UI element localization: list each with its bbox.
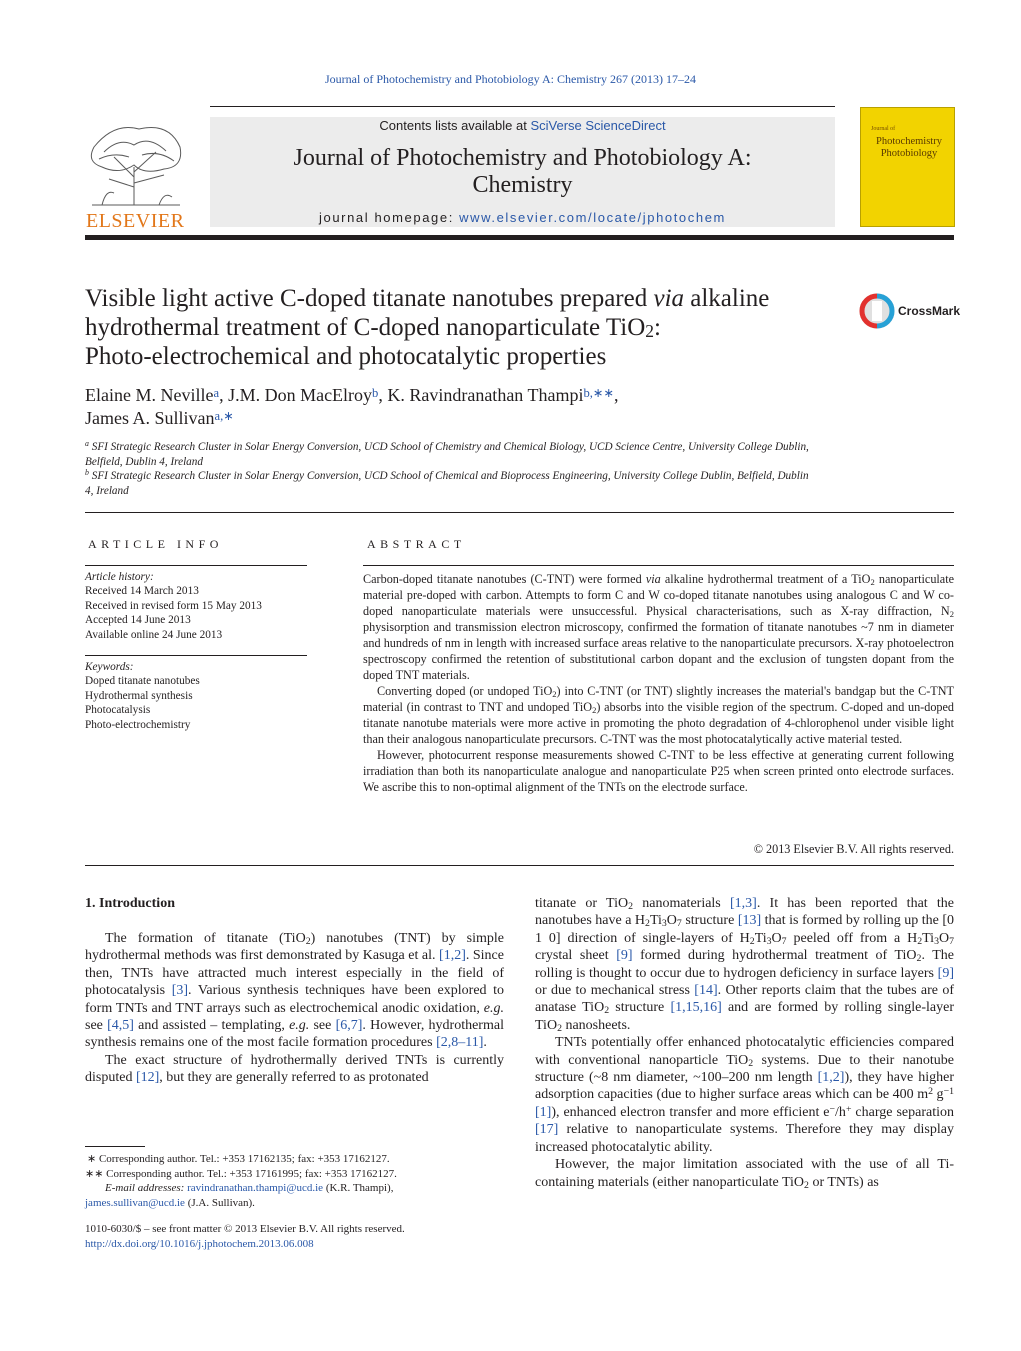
history-revised: Received in revised form 15 May 2013 bbox=[85, 599, 262, 612]
abstract-bottom-rule bbox=[85, 865, 954, 866]
body-paragraph: The exact structure of hydrothermally derived TNTs is currently disputed [12], but they are generally referred to as protonated bbox=[85, 1052, 504, 1086]
elsevier-logo-text: ELSEVIER bbox=[86, 210, 185, 232]
author-sep: , bbox=[378, 385, 388, 405]
author-mark[interactable]: b,∗∗ bbox=[583, 386, 615, 400]
contents-prefix: Contents lists available at bbox=[379, 118, 531, 133]
abstract-copyright: © 2013 Elsevier B.V. All rights reserved. bbox=[753, 842, 954, 856]
footnotes bbox=[85, 1152, 405, 1251]
citation-link[interactable]: [3] bbox=[171, 983, 189, 999]
doi-line bbox=[85, 1237, 405, 1252]
history-online: Available online 24 June 2013 bbox=[85, 628, 223, 641]
citation-link[interactable]: [1,3] bbox=[729, 896, 757, 911]
history-accepted: Accepted 14 June 2013 bbox=[85, 614, 191, 627]
body-paragraph: titanate or TiO$_2$ nanomaterials [1,3]. It has been reported that the nanotubes have a $H_2Ti_3O_7$ structure [13] that is formed by rolling up the [0 1 0] direction of single-layers of $H_2Ti_3O_7$ peeled off from a $H_2Ti_3O_7$ crystal sheet [9] formed during hydrothermal treatment of TiO$_2$. The rolling is thought to occur due to hydrogen deficiency in surface layers [9] or due to mechanical stress [14]. Other reports claim that the tubes are of anatase TiO$_2$ structure [1,15,16] and are formed by rolling single-layer TiO$_2$ nanosheets. bbox=[535, 896, 955, 1034]
affiliation-mark: b bbox=[85, 468, 89, 477]
homepage-link[interactable]: www.elsevier.com/locate/jphotochem bbox=[459, 210, 726, 225]
affiliation-text: SFI Strategic Research Cluster in Solar Energy Conversion, UCD School of Chemical and Bioprocess Engineering, University College Dublin, Belfield, Dublin bbox=[91, 470, 809, 482]
abstract-paragraph: Carbon-doped titanate nanotubes (C-TNT) were formed via alkaline hydrothermal treatment of a TiO$_2$ nanoparticulate material pre-doped with carbon. Attempts to form C and W co-doped titanate nanotubes using analogous C and W co-doped nanoparticulate materials were unsuccessful. Physical characterisations, such as X-ray diffraction, $N_2$ physisorption and transmission electron microscopy, confirmed the formation of titanate nanotubes ~7 nm in diameter and hundreds of nm in length with increased surface areas relative to the nanoparticulate precursors. X-ray photoelectron spectroscopy confirmed the retention of substitutional carbon dopant and the exclusion of tungsten dopant from the doped TNT materials. bbox=[363, 572, 955, 682]
cover-small-text: Journal of bbox=[871, 126, 896, 132]
email-link-sullivan[interactable]: james.sullivan@ucd.ie bbox=[85, 1196, 185, 1209]
keywords bbox=[85, 660, 200, 732]
keywords-label: Keywords: bbox=[85, 661, 134, 673]
citation-link[interactable]: [13] bbox=[737, 913, 762, 929]
abstract-heading: ABSTRACT bbox=[367, 537, 466, 551]
elsevier-tree-logo bbox=[84, 117, 186, 209]
footnote-rule bbox=[85, 1146, 145, 1147]
citation-link[interactable]: [12] bbox=[135, 1070, 160, 1086]
crossmark-label[interactable]: CrossMark bbox=[898, 304, 961, 318]
history-label: Article history: bbox=[85, 571, 154, 583]
author-sep: , bbox=[614, 385, 619, 405]
body-paragraph: The formation of titanate (TiO$_2$) nanotubes (TNT) by simple hydrothermal methods was first demonstrated by Kasuga et al. [1,2]. Since then, TNTs have attracted much interest especially in the field of photocatalysis [3]. Various synthesis techniques have been explored to form TNTs and TNT arrays such as electrochemical anodic oxidation, e.g. see [4,5] and assisted – templating, e.g. see [6,7]. However, hydrothermal synthesis remains one of the most facile formation procedures [2,8–11]. bbox=[85, 931, 505, 1051]
affiliation-a bbox=[85, 440, 845, 455]
journal-title-line2: Chemistry bbox=[472, 172, 573, 198]
body-paragraph: However, the major limitation associated with the use of all Ti-containing materials (either nanoparticulate TiO$_2$ or TNTs) as bbox=[535, 1157, 954, 1191]
abstract-body bbox=[363, 571, 954, 795]
authors-line1 bbox=[85, 384, 885, 407]
introduction-heading: 1. Introduction bbox=[85, 896, 175, 911]
keywords-rule bbox=[85, 655, 307, 656]
author-name[interactable]: J.M. Don MacElroy bbox=[228, 385, 373, 405]
header-top-rule bbox=[210, 106, 835, 107]
homepage-prefix: journal homepage: bbox=[319, 210, 460, 225]
citation-link[interactable]: [9] bbox=[937, 965, 954, 981]
citation-link[interactable]: [1] bbox=[535, 1104, 552, 1120]
keyword: Hydrothermal synthesis bbox=[85, 689, 193, 702]
citation-link[interactable]: [2,8–11] bbox=[436, 1035, 484, 1051]
email-label: E-mail addresses: bbox=[105, 1182, 188, 1194]
cover-title: Photochemistry Photobiology bbox=[876, 136, 942, 159]
journal-title-line1: Journal of Photochemistry and Photobiology A: bbox=[293, 145, 752, 171]
keyword: Photo-electrochemistry bbox=[85, 718, 191, 731]
email-line-2 bbox=[85, 1196, 405, 1211]
info-heading-rule bbox=[85, 565, 307, 566]
author-mark[interactable]: b bbox=[372, 386, 379, 400]
info-top-rule bbox=[85, 512, 954, 513]
abstract-paragraph: However, photocurrent response measurements showed C-TNT to be less effective at generating current following irradiation than both its nanoparticulate analogue and nanoparticulate P25 when screen printed onto electrode surfaces. We ascribe this to non-optimal alignment of the TNTs on the electrode surface. bbox=[363, 748, 954, 794]
header-thick-rule bbox=[85, 235, 954, 240]
author-name[interactable]: K. Ravindranathan Thampi bbox=[387, 385, 584, 405]
author-mark[interactable]: a bbox=[213, 386, 220, 400]
email-owner: (J.A. Sullivan). bbox=[184, 1196, 255, 1209]
article-history bbox=[85, 570, 262, 642]
article-title bbox=[85, 284, 835, 371]
citation-link[interactable]: [6,7] bbox=[335, 1018, 363, 1034]
title-via: via bbox=[653, 285, 685, 312]
corresponding-author-2: ∗∗ Corresponding author. Tel.: +353 17161995; fax: +353 17162127. bbox=[85, 1167, 397, 1180]
title-line2-sub: 2 bbox=[645, 321, 655, 341]
history-received: Received 14 March 2013 bbox=[85, 585, 199, 598]
title-line2-text: hydrothermal treatment of C-doped nanoparticulate TiO bbox=[85, 314, 646, 341]
article-info-heading: ARTICLE INFO bbox=[88, 537, 223, 551]
affiliation-text: SFI Strategic Research Cluster in Solar Energy Conversion, UCD School of Chemistry and Chemical Biology, UCD Science Centre, University College Dublin, bbox=[91, 441, 809, 453]
title-line1-b: alkaline bbox=[684, 285, 770, 312]
citation-link[interactable]: [4,5] bbox=[107, 1018, 134, 1034]
citation-link[interactable]: [9] bbox=[616, 948, 633, 964]
author-list bbox=[85, 384, 885, 430]
citation-link[interactable]: [14] bbox=[694, 983, 718, 999]
intro-right-column bbox=[535, 895, 954, 1191]
author-name[interactable]: James A. Sullivan bbox=[85, 408, 215, 428]
doi-link[interactable]: http://dx.doi.org/10.1016/j.jphotochem.2013.06.008 bbox=[85, 1237, 314, 1250]
author-name[interactable]: Elaine M. Neville bbox=[85, 385, 214, 405]
email-link-thampi[interactable]: ravindranathan.thampi@ucd.ie bbox=[187, 1182, 324, 1194]
journal-reference[interactable]: Journal of Photochemistry and Photobiology A: Chemistry 267 (2013) 17–24 bbox=[325, 72, 696, 86]
email-line bbox=[85, 1181, 405, 1196]
title-line2-end: : bbox=[654, 314, 661, 341]
title-line2 bbox=[85, 313, 835, 342]
keyword: Photocatalysis bbox=[85, 704, 151, 717]
abstract-heading-rule bbox=[363, 565, 954, 566]
title-line1 bbox=[85, 284, 835, 313]
author-sep: , bbox=[219, 385, 229, 405]
citation-link[interactable]: [1,2] bbox=[439, 948, 466, 964]
intro-left-column bbox=[85, 930, 504, 1087]
journal-homepage bbox=[210, 210, 835, 225]
authors-line2 bbox=[85, 407, 885, 430]
sciencedirect-link[interactable]: SciVerse ScienceDirect bbox=[530, 118, 666, 133]
footnote-spacer bbox=[85, 1210, 405, 1222]
keyword: Doped titanate nanotubes bbox=[85, 675, 200, 688]
affiliations bbox=[85, 440, 845, 498]
body-paragraph: TNTs potentially offer enhanced photocatalytic efficiencies compared with conventional nanoparticle TiO$_2$ systems. Due to their nanotube structure (~8 nm diameter, ~100–200 nm length [1,2]), they have higher adsorption capacities (due to higher surface areas which can be 400 $m^2$ $g^{-1}$ [1]), enhanced electron transfer and more efficient e−/h+ charge separation [17] relative to nanoparticulate systems. Therefore they may display increased photocatalytic ability. bbox=[535, 1035, 954, 1155]
citation-link[interactable]: [17] bbox=[535, 1122, 559, 1138]
corresponding-author-1: ∗ Corresponding author. Tel.: +353 17162135; fax: +353 17162127. bbox=[87, 1153, 390, 1165]
journal-cover-image bbox=[860, 107, 955, 227]
contents-line bbox=[210, 118, 835, 133]
email-owner: (K.R. Thampi), bbox=[323, 1182, 394, 1194]
affiliation-a-cont: Belfield, Dublin 4, Ireland bbox=[85, 455, 203, 468]
title-line3: Photo-electrochemical and photocatalytic properties bbox=[85, 343, 607, 370]
affiliation-b-cont: 4, Ireland bbox=[85, 484, 129, 497]
journal-title bbox=[210, 145, 835, 199]
citation-link[interactable]: [1,15,16] bbox=[670, 1000, 722, 1016]
affiliation-b bbox=[85, 469, 845, 484]
citation-link[interactable]: [1,2] bbox=[817, 1070, 845, 1086]
issn-line: 1010-6030/$ – see front matter © 2013 Elsevier B.V. All rights reserved. bbox=[85, 1223, 405, 1235]
affiliation-mark: a bbox=[85, 439, 89, 448]
author-mark[interactable]: a,∗ bbox=[214, 409, 234, 423]
crossmark-icon[interactable] bbox=[858, 292, 896, 330]
abstract-paragraph: Converting doped (or undoped TiO$_2$) into C-TNT (or TNT) slightly increases the material's bandgap but the C-TNT material (in contrast to TNT and undoped TiO$_2$) absorbs into the visible region of the spectrum. C-doped and un-doped titanate nanotube materials were more active in promoting the photo degradation of 4-chlorophenol under visible light than their analogous nanoparticulate precursors. C-TNT was the most photocatalytically active material tested. bbox=[363, 684, 955, 746]
title-line1-a: Visible light active C-doped titanate nanotubes prepared bbox=[85, 285, 654, 312]
